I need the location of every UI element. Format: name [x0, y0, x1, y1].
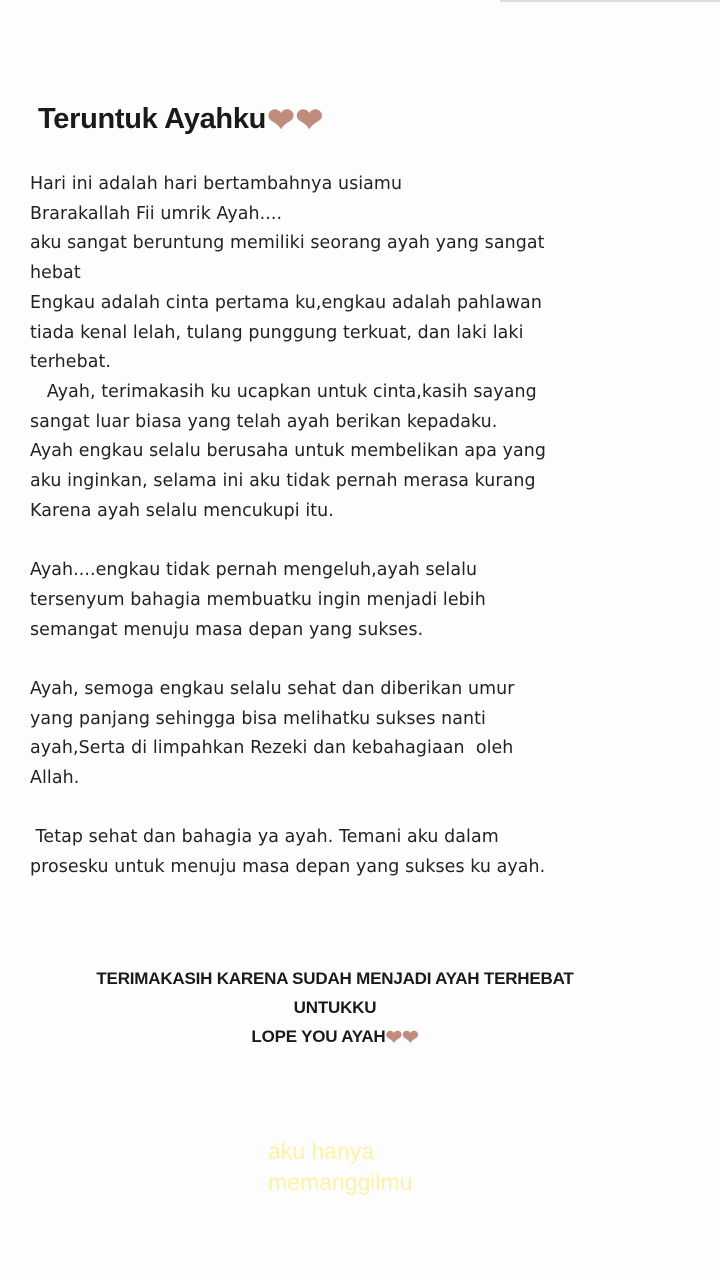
letter-line: semangat menuju masa depan yang sukses. [30, 619, 424, 640]
page-title-text: Teruntuk Ayahku [38, 103, 267, 135]
letter-line: terhebat. [30, 352, 112, 373]
letter-line: tiada kenal lelah, tulang punggung terkuat, dan laki laki [30, 322, 524, 343]
letter-line: Hari ini adalah hari bertambahnya usiamu [30, 174, 403, 194]
letter-blank-line [30, 526, 670, 556]
top-edge-bar [500, 0, 720, 2]
caption-line: memanggilmu [268, 1169, 413, 1195]
heart-icon: ❤ [295, 101, 323, 138]
letter-line: aku inginkan, selama ini aku tidak pernah merasa kurang [30, 471, 536, 492]
letter-line: aku sangat beruntung memiliki seorang ayah yang sangat [30, 233, 545, 254]
letter-line: Karena ayah selalu mencukupi itu. [30, 500, 334, 521]
closing-signoff [30, 1022, 640, 1053]
letter-blank-line [30, 645, 670, 675]
letter-line: yang panjang sehingga bisa melihatku sukses nanti [30, 708, 486, 729]
letter-line: Ayah, semoga engkau selalu sehat dan diberikan umur [30, 678, 515, 699]
letter-line: hebat [30, 263, 81, 284]
letter-line: Tetap sehat dan bahagia ya ayah. Temani aku dalam [30, 827, 499, 848]
letter-line: Engkau adalah cinta pertama ku,engkau adalah pahlawan [30, 292, 542, 313]
heart-icon: ❤ [267, 101, 295, 138]
caption-line: aku hanya [268, 1138, 375, 1164]
closing-line: UNTUKKU [293, 998, 377, 1017]
letter-line: tersenyum bahagia membuatku ingin menjadi lebih [30, 589, 486, 610]
letter-line: Ayah, terimakasih ku ucapkan untuk cinta,kasih sayang [30, 381, 537, 402]
letter-line: Ayah....engkau tidak pernah mengeluh,ayah selalu [30, 560, 478, 581]
closing-signoff-text: LOPE YOU AYAH [251, 1027, 386, 1046]
letter-line: sangat luar biasa yang telah ayah berikan kepadaku. [30, 411, 498, 432]
heart-icon: ❤ [385, 1027, 403, 1049]
heart-icon: ❤ [402, 1027, 419, 1049]
page-title [38, 100, 323, 139]
letter-line: ayah,Serta di limpahkan Rezeki dan kebahagiaan oleh [30, 738, 514, 759]
closing-line: TERIMAKASIH KARENA SUDAH MENJADI AYAH TERHEBAT [96, 969, 574, 988]
overlay-caption [268, 1136, 412, 1198]
closing-message [30, 964, 640, 1053]
letter-line: prosesku untuk menuju masa depan yang sukses ku ayah. [30, 857, 546, 878]
letter-blank-line [30, 794, 670, 824]
letter-body [30, 170, 670, 883]
letter-line: Allah. [30, 768, 80, 789]
letter-line: Ayah engkau selalu berusaha untuk membelikan apa yang [30, 441, 547, 462]
letter-line: Brarakallah Fii umrik Ayah.... [30, 203, 283, 224]
